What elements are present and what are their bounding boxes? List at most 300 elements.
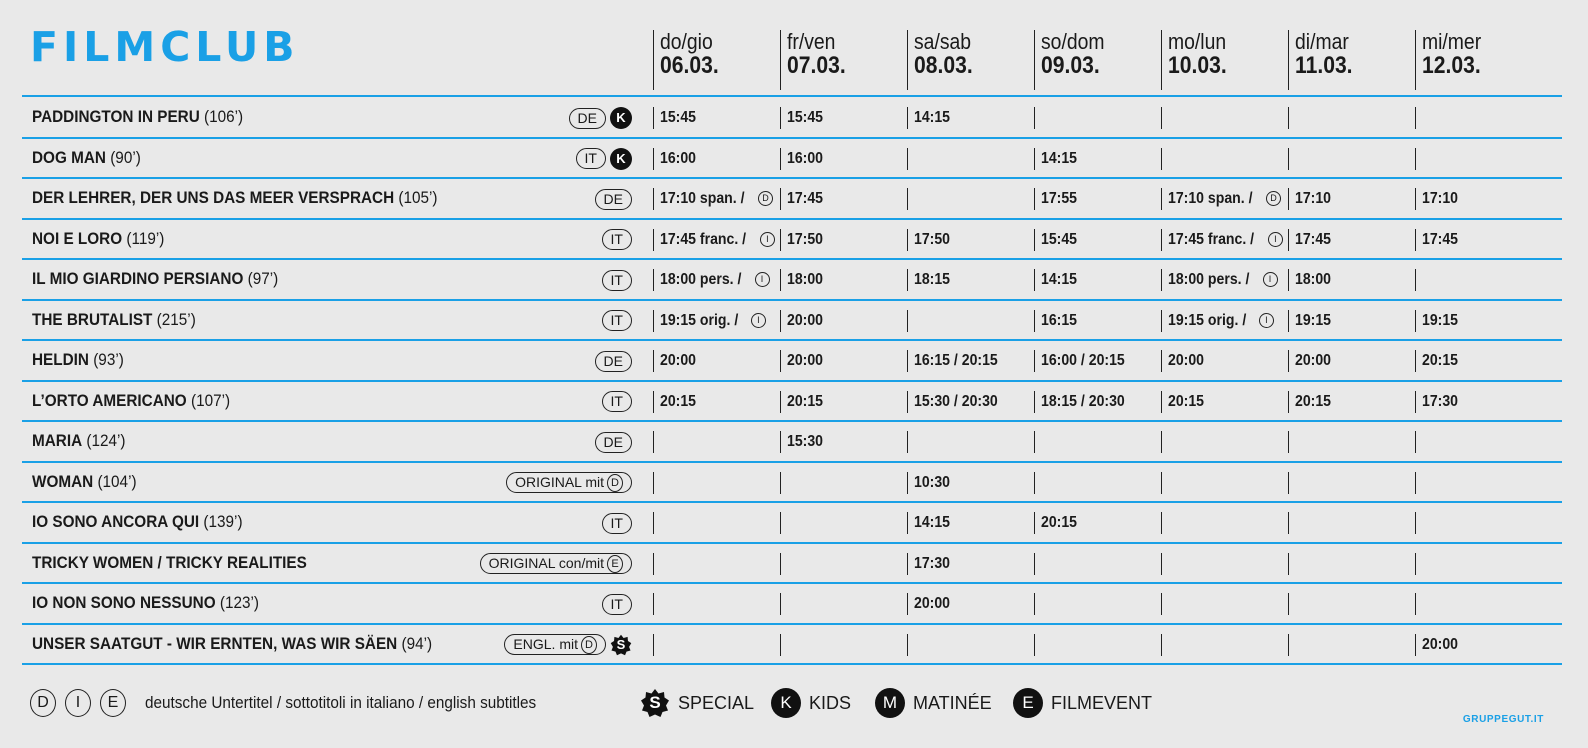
language-label: IT	[584, 150, 597, 166]
language-badge	[595, 189, 632, 210]
day-name: mo/lun	[1168, 29, 1227, 54]
showtime: 20:00	[1422, 635, 1459, 653]
showtime: 19:15 orig. /	[1168, 311, 1247, 329]
kids-icon: K	[771, 688, 801, 718]
legend-kids	[771, 688, 851, 718]
showtime: 15:45	[660, 109, 697, 126]
showtime-cell	[780, 148, 828, 170]
showtime: 18:00	[1295, 271, 1332, 288]
language-badge	[595, 351, 632, 372]
showtime: 16:00	[787, 149, 824, 167]
showtime-cell	[1288, 350, 1336, 372]
showtime-cell	[780, 269, 828, 291]
day-header	[1415, 30, 1489, 90]
showtime-cell	[1288, 107, 1295, 129]
showtime-cell	[1161, 229, 1283, 251]
showtime: 17:55	[1041, 190, 1078, 207]
film-title	[32, 178, 438, 218]
showtime-cell	[1415, 188, 1463, 210]
showtime-cell	[653, 512, 660, 534]
showtime: 14:15	[1041, 149, 1078, 167]
film-title	[32, 583, 259, 623]
film-title	[32, 624, 432, 664]
film-row	[22, 340, 1562, 380]
day-name: mi/mer	[1422, 29, 1482, 54]
film-duration: (123’)	[219, 593, 260, 612]
showtime: 17:10	[1295, 190, 1332, 207]
special-icon: S	[640, 688, 670, 718]
subtitle-icon: I	[1268, 232, 1283, 247]
showtime-cell	[1034, 350, 1136, 372]
film-duration: (90’)	[110, 147, 141, 167]
showtime: 20:00	[1295, 352, 1332, 369]
film-row	[22, 543, 1562, 583]
language-badge	[480, 553, 632, 574]
film-name: DER LEHRER, DER UNS DAS MEER VERSPRACH	[32, 188, 395, 207]
showtime-cell	[1161, 350, 1209, 372]
film-name: MARIA	[32, 431, 83, 450]
showtime-cell	[1161, 593, 1168, 615]
film-name: WOMAN	[32, 471, 94, 491]
subtitle-icon: I	[760, 232, 775, 247]
showtime: 17:10 span. /	[660, 190, 745, 207]
subtitle-legend	[30, 688, 580, 718]
filmevent-icon: E	[1013, 688, 1043, 718]
subtitle-icon: I	[755, 272, 770, 287]
showtime-cell	[1161, 431, 1168, 453]
film-title	[32, 219, 164, 259]
showtime-cell	[780, 431, 828, 453]
day-date: 08.03.	[914, 52, 973, 79]
subtitle-legend-text: deutsche Untertitel / sottotitoli in italiano / english subtitles	[145, 693, 537, 712]
film-name: L’ORTO AMERICANO	[32, 390, 187, 410]
film-duration: (106’)	[204, 107, 244, 126]
showtime-cell	[907, 512, 955, 534]
day-name: fr/ven	[787, 29, 836, 54]
language-info	[602, 229, 632, 251]
showtime: 17:45 franc. /	[660, 230, 747, 248]
film-title	[32, 421, 126, 461]
film-row	[22, 97, 1562, 137]
film-duration: (94’)	[401, 633, 433, 653]
showtime-cell	[653, 107, 701, 129]
showtime: 18:00	[787, 271, 824, 288]
showtime-cell	[907, 269, 955, 291]
language-info	[480, 553, 632, 575]
showtime-cell	[1161, 310, 1274, 332]
language-badge	[602, 391, 632, 412]
showtime-cell	[1161, 472, 1168, 494]
film-row	[22, 219, 1562, 259]
legend-special	[640, 688, 754, 718]
showtime-cell	[907, 431, 914, 453]
showtime-cell	[780, 107, 828, 129]
showtime-cell	[1415, 269, 1422, 291]
showtime: 20:00	[1168, 352, 1205, 369]
subtitle-icon: E	[607, 555, 623, 573]
showtime-cell	[1288, 188, 1336, 210]
film-duration: (215’)	[156, 309, 196, 329]
showtime-cell	[653, 431, 660, 453]
day-header	[1288, 30, 1360, 90]
showtime-cell	[653, 188, 773, 210]
film-duration: (107’)	[190, 390, 231, 410]
language-info	[602, 310, 632, 332]
showtime: 20:00	[787, 311, 824, 329]
showtime: 17:30	[914, 554, 951, 572]
showtime-cell	[653, 310, 766, 332]
showtime-cell	[780, 310, 828, 332]
showtime: 14:15	[1041, 271, 1078, 288]
showtime-cell	[907, 310, 914, 332]
showtime: 17:45	[787, 190, 824, 207]
film-name: THE BRUTALIST	[32, 309, 153, 329]
subtitle-de-icon: D	[30, 689, 56, 717]
showtime-cell	[1415, 148, 1422, 170]
showtime-cell	[907, 350, 1009, 372]
film-name: NOI E LORO	[32, 228, 123, 248]
showtime: 20:15	[1168, 392, 1205, 410]
kids-icon: K	[610, 107, 632, 129]
showtime: 17:45 franc. /	[1168, 230, 1255, 248]
showtime-cell	[1415, 107, 1422, 129]
showtime: 19:15 orig. /	[660, 311, 739, 329]
logo: FILMCLUB	[30, 23, 300, 71]
showtime-cell	[1415, 593, 1422, 615]
showtime-cell	[1161, 634, 1168, 656]
showtime-cell	[1288, 431, 1295, 453]
language-label: IT	[610, 271, 623, 288]
showtime-cell	[907, 472, 955, 494]
showtime: 14:15	[914, 109, 951, 126]
showtime-cell	[653, 553, 660, 575]
language-badge	[506, 472, 632, 493]
showtime-cell	[1034, 512, 1082, 534]
showtime-cell	[907, 229, 955, 251]
film-duration: (139’)	[203, 512, 243, 531]
showtime-cell	[780, 391, 828, 413]
showtime-cell	[1034, 431, 1041, 453]
language-info	[504, 634, 632, 656]
showtime-cell	[907, 148, 914, 170]
day-date: 09.03.	[1041, 52, 1100, 79]
showtime-cell	[1161, 269, 1278, 291]
film-duration: (97’)	[247, 269, 279, 288]
language-info	[506, 472, 632, 494]
day-name: sa/sab	[914, 29, 972, 54]
language-label: ORIGINAL con/mit	[488, 555, 604, 571]
showtime: 20:15	[1295, 392, 1332, 410]
language-info	[602, 593, 632, 615]
showtime: 15:45	[1041, 230, 1078, 248]
film-name: IL MIO GIARDINO PERSIANO	[32, 269, 244, 288]
language-label: IT	[610, 393, 623, 409]
showtime-cell	[1415, 472, 1422, 494]
showtime-cell	[780, 350, 828, 372]
film-title	[32, 300, 196, 340]
film-duration: (124’)	[86, 431, 126, 450]
showtime-cell	[1288, 553, 1295, 575]
showtime-cell	[653, 634, 660, 656]
film-title	[32, 543, 307, 583]
showtime-cell	[1034, 553, 1041, 575]
film-duration: (105’)	[398, 188, 438, 207]
showtime: 16:00	[660, 149, 697, 167]
showtime: 15:30	[787, 433, 824, 450]
showtime: 18:15 / 20:30	[1041, 392, 1125, 410]
showtime: 18:00 pers. /	[660, 271, 742, 288]
showtime-cell	[780, 472, 787, 494]
language-badge	[602, 270, 632, 291]
showtime-cell	[1034, 269, 1082, 291]
language-info	[595, 350, 632, 372]
showtime-cell	[1034, 107, 1041, 129]
showtime: 20:00	[660, 352, 697, 369]
day-name: di/mar	[1295, 29, 1349, 54]
day-header	[780, 30, 854, 90]
film-name: HELDIN	[32, 350, 89, 369]
showtime: 17:50	[914, 230, 951, 248]
subtitle-en-icon: E	[100, 689, 126, 717]
showtime-cell	[1288, 593, 1295, 615]
showtime-cell	[653, 229, 775, 251]
showtime: 15:30 / 20:30	[914, 392, 998, 410]
film-title	[32, 97, 243, 137]
subtitle-icon: D	[607, 474, 623, 492]
day-name: do/gio	[660, 29, 713, 54]
language-info	[576, 148, 632, 170]
language-badge	[569, 108, 606, 129]
language-label: DE	[603, 433, 623, 450]
film-name: IO NON SONO NESSUNO	[32, 593, 216, 612]
showtime-cell	[907, 553, 955, 575]
showtime-cell	[1288, 148, 1295, 170]
film-title	[32, 259, 278, 299]
showtime-cell	[1161, 553, 1168, 575]
special-icon: S	[610, 634, 632, 656]
film-name: UNSER SAATGUT - WIR ERNTEN, WAS WIR SÄEN	[32, 633, 398, 653]
showtime-cell	[780, 512, 787, 534]
showtime-cell	[1415, 553, 1422, 575]
language-info	[569, 107, 632, 129]
showtime: 20:15	[660, 392, 697, 410]
showtime: 20:00	[787, 352, 824, 369]
film-name: DOG MAN	[32, 147, 106, 167]
day-date: 10.03.	[1168, 52, 1227, 79]
language-badge	[602, 310, 632, 331]
showtime-cell	[1415, 310, 1463, 332]
day-header	[1161, 30, 1235, 90]
matinee-label: MATINÉE	[913, 692, 992, 713]
language-info	[602, 512, 632, 534]
showtime-cell	[780, 188, 828, 210]
film-row	[22, 138, 1562, 178]
showtime-cell	[1034, 188, 1082, 210]
day-date: 11.03.	[1295, 52, 1353, 79]
showtime-cell	[1034, 634, 1041, 656]
showtime-cell	[1161, 188, 1281, 210]
day-date: 07.03.	[787, 52, 846, 79]
legend-filmevent	[1013, 688, 1152, 718]
filmevent-label: FILMEVENT	[1051, 692, 1153, 713]
showtime-cell	[1415, 634, 1463, 656]
day-header	[907, 30, 981, 90]
showtime-cell	[1034, 391, 1136, 413]
language-label: DE	[603, 190, 623, 207]
film-name: TRICKY WOMEN / TRICKY REALITIES	[32, 552, 307, 572]
showtime-cell	[1288, 269, 1336, 291]
showtime: 17:45	[1295, 230, 1332, 248]
legend-matinee	[875, 688, 992, 718]
showtime: 17:10	[1422, 190, 1459, 207]
film-row	[22, 502, 1562, 542]
language-info	[602, 391, 632, 413]
showtime: 18:15	[914, 271, 951, 288]
language-badge	[576, 148, 606, 169]
film-row	[22, 421, 1562, 461]
showtime-cell	[1161, 107, 1168, 129]
language-label: DE	[577, 109, 597, 126]
showtime: 20:15	[787, 392, 824, 410]
showtime-cell	[1415, 391, 1463, 413]
showtime-cell	[653, 391, 701, 413]
day-date: 12.03.	[1422, 52, 1481, 79]
showtime-cell	[1034, 148, 1082, 170]
subtitle-icon: I	[1263, 272, 1278, 287]
film-name: PADDINGTON IN PERU	[32, 107, 200, 126]
film-title	[32, 462, 137, 502]
language-badge	[602, 594, 632, 615]
row-divider	[22, 663, 1562, 665]
day-header	[653, 30, 727, 90]
showtime-cell	[653, 350, 701, 372]
film-title	[32, 502, 243, 542]
subtitle-icon: D	[1266, 191, 1281, 206]
film-name: IO SONO ANCORA QUI	[32, 512, 200, 531]
language-label: ENGL. mit	[513, 636, 578, 652]
showtime-cell	[1288, 634, 1295, 656]
film-row	[22, 462, 1562, 502]
film-row	[22, 178, 1562, 218]
showtime: 20:00	[914, 595, 951, 612]
showtime-cell	[1288, 512, 1295, 534]
film-title	[32, 138, 141, 178]
language-label: IT	[610, 514, 623, 531]
language-badge	[602, 229, 632, 250]
film-row	[22, 624, 1562, 664]
day-name: so/dom	[1041, 29, 1105, 54]
film-row	[22, 583, 1562, 623]
film-title	[32, 340, 124, 380]
showtime-cell	[1288, 391, 1336, 413]
showtime: 17:50	[787, 230, 824, 248]
special-label: SPECIAL	[678, 692, 755, 713]
showtime: 19:15	[1422, 311, 1459, 329]
credit: GRUPPEGUT.IT	[1462, 714, 1544, 725]
language-label: IT	[610, 312, 623, 328]
language-info	[595, 188, 632, 210]
film-row	[22, 259, 1562, 299]
showtime: 19:15	[1295, 311, 1332, 329]
showtime: 16:15	[1041, 311, 1078, 329]
showtime-cell	[1161, 148, 1168, 170]
day-date: 06.03.	[660, 52, 719, 79]
showtime-cell	[780, 229, 828, 251]
language-label: ORIGINAL mit	[515, 474, 604, 490]
showtime-cell	[653, 472, 660, 494]
showtime-cell	[1415, 229, 1463, 251]
matinee-icon: M	[875, 688, 905, 718]
language-label: IT	[610, 231, 623, 247]
showtime-cell	[907, 634, 914, 656]
showtime-cell	[1034, 229, 1082, 251]
showtime-cell	[1034, 310, 1082, 332]
showtime: 16:15 / 20:15	[914, 352, 998, 369]
film-duration: (119’)	[126, 228, 165, 248]
showtime: 17:30	[1422, 392, 1459, 410]
kids-label: KIDS	[809, 692, 852, 713]
language-badge	[595, 432, 632, 453]
showtime-cell	[1288, 229, 1336, 251]
showtime: 17:10 span. /	[1168, 190, 1253, 207]
showtime-cell	[653, 148, 701, 170]
showtime: 20:15	[1041, 514, 1078, 531]
showtime: 10:30	[914, 473, 951, 491]
showtime-cell	[653, 593, 660, 615]
subtitle-it-icon: I	[65, 689, 91, 717]
day-header	[1034, 30, 1113, 90]
showtime-cell	[780, 593, 787, 615]
showtime-cell	[1415, 512, 1422, 534]
showtime: 16:00 / 20:15	[1041, 352, 1125, 369]
language-label: DE	[603, 352, 623, 369]
kids-icon: K	[610, 148, 632, 170]
showtime-cell	[907, 188, 914, 210]
film-duration: (93’)	[93, 350, 124, 369]
showtime: 14:15	[914, 514, 951, 531]
showtime: 15:45	[787, 109, 824, 126]
showtime: 17:45	[1422, 230, 1459, 248]
subtitle-icon: D	[581, 636, 597, 654]
subtitle-icon: I	[1259, 313, 1274, 328]
showtime-cell	[1034, 472, 1041, 494]
language-badge	[602, 513, 632, 534]
film-row	[22, 381, 1562, 421]
showtime-cell	[1415, 431, 1422, 453]
film-row	[22, 300, 1562, 340]
showtime-cell	[1034, 593, 1041, 615]
language-badge	[504, 634, 606, 655]
showtime-cell	[653, 269, 770, 291]
film-title	[32, 381, 230, 421]
showtime-cell	[1161, 391, 1209, 413]
showtime-cell	[1415, 350, 1463, 372]
showtime-cell	[780, 634, 787, 656]
showtime-cell	[780, 553, 787, 575]
language-info	[602, 269, 632, 291]
subtitle-icon: I	[751, 313, 766, 328]
film-duration: (104’)	[97, 471, 137, 491]
language-label: IT	[610, 595, 623, 612]
showtime-cell	[907, 593, 955, 615]
language-info	[595, 431, 632, 453]
showtime-cell	[1288, 472, 1295, 494]
showtime-cell	[907, 391, 1009, 413]
showtime: 20:15	[1422, 352, 1459, 369]
showtime-cell	[1288, 310, 1336, 332]
showtime-cell	[1161, 512, 1168, 534]
subtitle-icon: D	[758, 191, 773, 206]
